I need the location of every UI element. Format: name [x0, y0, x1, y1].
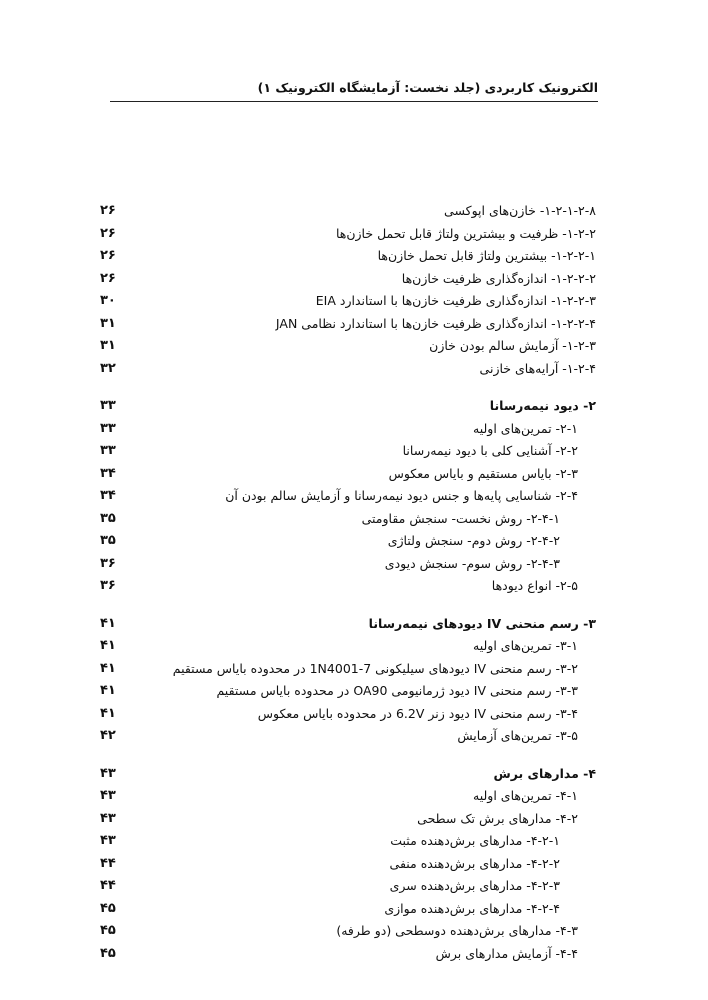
toc-chapter-row[interactable]	[100, 395, 596, 418]
toc-entry-title: ۴-۲-۳- مدارهای برش‌دهنده سری	[389, 878, 560, 893]
running-header	[110, 80, 598, 102]
toc-row[interactable]	[100, 658, 596, 681]
toc-entry-title: ۱-۲-۳- آزمایش سالم بودن خازن	[429, 338, 596, 353]
toc-row[interactable]	[100, 680, 596, 703]
toc-entry-title: ۲-۳- بایاس مستقیم و بایاس معکوس	[388, 465, 578, 481]
toc-page-number: ۲۶	[100, 225, 116, 241]
toc-entry-title: ۳-۴- رسم منحنی IV دیود زنر 6.2V در محدوده بایاس معکوس	[257, 705, 578, 721]
toc-entry-title: ۲-۲- آشنایی کلی با دیود نیمه‌رسانا	[402, 443, 578, 458]
toc-row[interactable]	[100, 268, 596, 291]
toc-page-number: ۳۳	[100, 398, 116, 413]
toc-entry-title: ۲-۱- تمرین‌های اولیه	[473, 420, 578, 436]
toc-page-number: ۳۱	[100, 315, 116, 331]
toc-entry-title: ۱-۲-۲-۱- بیشترین ولتاژ قابل تحمل خازن‌ها	[377, 248, 596, 263]
toc-entry-title: ۴-۲-۴- مدارهای برش‌دهنده موازی	[384, 900, 560, 916]
toc-row[interactable]	[100, 943, 596, 966]
toc-row[interactable]	[100, 785, 596, 808]
toc-row[interactable]	[100, 290, 596, 313]
toc-row[interactable]	[100, 725, 596, 748]
toc-entry-title: ۲- دیود نیمه‌رسانا	[489, 398, 596, 413]
toc-row[interactable]	[100, 245, 596, 268]
toc-entry-title: ۳-۵- تمرین‌های آزمایش	[457, 728, 578, 743]
toc-chapter-row[interactable]	[100, 763, 596, 786]
toc-entry-title: ۴- مدارهای برش	[493, 765, 596, 781]
toc-row[interactable]	[100, 635, 596, 658]
toc-entry-title: ۲-۴-۳- روش سوم- سنجش دیودی	[384, 555, 560, 571]
toc-entry-title: ۱-۲-۲- ظرفیت و بیشترین ولتاژ قابل تحمل خازن‌ها	[335, 225, 596, 241]
toc-page-number: ۴۱	[100, 615, 116, 631]
toc-page-number: ۳۰	[100, 293, 116, 308]
toc-entry-title: ۱-۲-۲-۴- اندازه‌گذاری ظرفیت خازن‌ها با استاندارد نظامی JAN	[275, 315, 596, 331]
toc-page-number: ۴۴	[100, 878, 116, 893]
toc-page-number: ۲۶	[100, 203, 116, 218]
toc-page-number: ۴۱	[100, 660, 116, 676]
toc-page-number: ۳۱	[100, 338, 116, 353]
toc-page-number: ۴۳	[100, 788, 116, 803]
toc-entry-title: ۴-۲-۱- مدارهای برش‌دهنده مثبت	[390, 833, 560, 848]
toc-entry-title: ۴-۲- مدارهای برش تک سطحی	[417, 810, 578, 826]
toc-page-number: ۴۵	[100, 923, 116, 938]
toc-row[interactable]	[100, 508, 596, 531]
toc-entry-title: ۲-۴-۲- روش دوم- سنجش ولتاژی	[387, 533, 560, 548]
toc-page-number: ۲۶	[100, 248, 116, 263]
toc-entry-title: ۱-۲-۴- آرایه‌های خازنی	[479, 360, 596, 376]
toc-page-number: ۴۲	[100, 728, 116, 743]
toc-row[interactable]	[100, 530, 596, 553]
toc-entry-title: ۱-۲-۱-۲-۸- خازن‌های اپوکسی	[444, 203, 596, 218]
toc-page-number: ۳۵	[100, 510, 116, 526]
toc-entry-title: ۲-۵- انواع دیودها	[491, 578, 578, 593]
toc-entry-title: ۴-۳- مدارهای برش‌دهنده دوسطحی (دو طرفه)	[336, 923, 578, 938]
toc-page-number: ۳۴	[100, 465, 116, 481]
toc-row[interactable]	[100, 223, 596, 246]
toc-page-number: ۴۴	[100, 855, 116, 871]
toc-row[interactable]	[100, 853, 596, 876]
toc-page-number: ۳۳	[100, 443, 116, 458]
toc-page-number: ۴۵	[100, 945, 116, 961]
toc-entry-title: ۴-۲-۲- مدارهای برش‌دهنده منفی	[389, 855, 560, 871]
toc-entry-title: ۳-۱- تمرین‌های اولیه	[473, 638, 578, 653]
toc-row[interactable]	[100, 703, 596, 726]
toc-page-number: ۲۶	[100, 270, 116, 286]
toc-row[interactable]	[100, 358, 596, 381]
toc-page-number: ۴۱	[100, 638, 116, 653]
table-of-contents	[100, 200, 596, 965]
toc-entry-title: ۱-۲-۲-۳- اندازه‌گذاری ظرفیت خازن‌ها با استاندارد EIA	[315, 293, 596, 308]
toc-page-number: ۳۲	[100, 360, 116, 376]
toc-page-number: ۴۳	[100, 833, 116, 848]
toc-row[interactable]	[100, 920, 596, 943]
toc-entry-title: ۱-۲-۲-۲- اندازه‌گذاری ظرفیت خازن‌ها	[401, 270, 596, 286]
toc-row[interactable]	[100, 553, 596, 576]
toc-page-number: ۴۳	[100, 765, 116, 781]
toc-row[interactable]	[100, 898, 596, 921]
toc-row[interactable]	[100, 875, 596, 898]
toc-entry-title: ۳- رسم منحنی IV دیودهای نیمه‌رسانا	[368, 615, 596, 631]
toc-chapter-row[interactable]	[100, 613, 596, 636]
toc-row[interactable]	[100, 418, 596, 441]
toc-entry-title: ۴-۱- تمرین‌های اولیه	[473, 788, 578, 803]
toc-entry-title: ۳-۳- رسم منحنی IV دیود ژرمانیومی OA90 در محدوده بایاس مستقیم	[216, 683, 578, 698]
toc-page-number: ۳۶	[100, 555, 116, 571]
toc-row[interactable]	[100, 335, 596, 358]
toc-page-number: ۴۱	[100, 683, 116, 698]
toc-page-number: ۴۱	[100, 705, 116, 721]
toc-entry-title: ۲-۴- شناسایی پایه‌ها و جنس دیود نیمه‌رسانا و آزمایش سالم بودن آن	[225, 488, 578, 503]
toc-entry-title: ۳-۲- رسم منحنی IV دیودهای سیلیکونی 1N4001-7 در محدوده بایاس مستقیم	[172, 660, 578, 676]
toc-page-number: ۳۴	[100, 488, 116, 503]
toc-row[interactable]	[100, 313, 596, 336]
toc-row[interactable]	[100, 485, 596, 508]
toc-row[interactable]	[100, 463, 596, 486]
toc-page-number: ۳۳	[100, 420, 116, 436]
toc-row[interactable]	[100, 575, 596, 598]
toc-entry-title: ۲-۴-۱- روش نخست- سنجش مقاومتی	[361, 510, 560, 526]
toc-row[interactable]	[100, 200, 596, 223]
toc-entry-title: ۴-۴- آزمایش مدارهای برش	[435, 945, 578, 961]
book-title: الکترونیک کاربردی (جلد نخست: آزمایشگاه الکترونیک ۱)	[257, 80, 598, 95]
toc-row[interactable]	[100, 808, 596, 831]
toc-row[interactable]	[100, 440, 596, 463]
toc-page-number: ۳۵	[100, 533, 116, 548]
toc-row[interactable]	[100, 830, 596, 853]
toc-page-number: ۴۳	[100, 810, 116, 826]
toc-page-number: ۳۶	[100, 578, 116, 593]
toc-page-number: ۴۵	[100, 900, 116, 916]
